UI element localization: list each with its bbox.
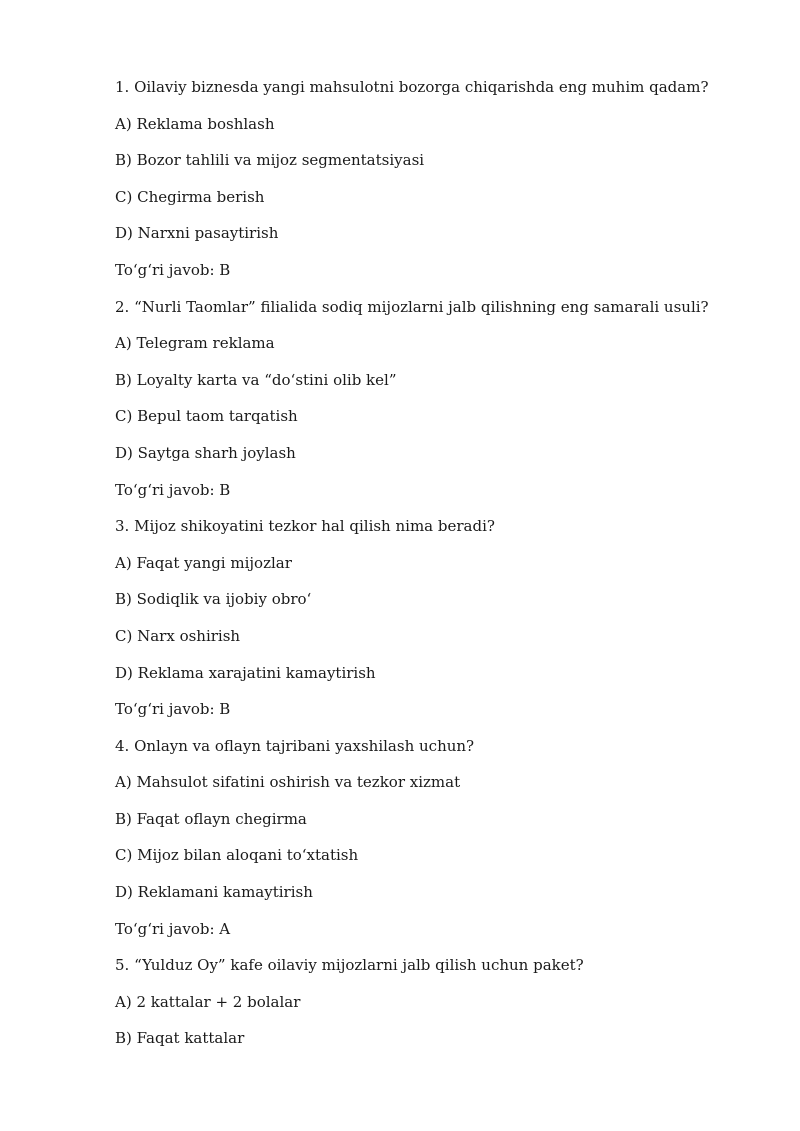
option-b: B) Sodiqlik va ijobiy obro‘ [115, 590, 312, 609]
question-text: 3. Mijoz shikoyatini tezkor hal qilish nima beradi? [115, 517, 495, 536]
option-a: A) 2 kattalar + 2 bolalar [115, 992, 301, 1011]
option-b: B) Faqat oflayn chegirma [115, 809, 307, 828]
correct-answer: To‘g‘ri javob: B [115, 700, 231, 719]
quiz-content [115, 76, 735, 1064]
question-text: 4. Onlayn va oflayn tajribani yaxshilash uchun? [115, 736, 475, 755]
option-d: D) Narxni pasaytirish [115, 224, 279, 243]
option-c: C) Bepul taom tarqatish [115, 407, 298, 426]
correct-answer: To‘g‘ri javob: A [115, 919, 231, 938]
option-b: B) Loyalty karta va “do‘stini olib kel” [115, 370, 397, 389]
option-a: A) Faqat yangi mijozlar [115, 553, 292, 572]
option-c: C) Narx oshirish [115, 626, 241, 645]
option-d: D) Reklamani kamaytirish [115, 883, 313, 902]
correct-answer: To‘g‘ri javob: B [115, 260, 231, 279]
question-text: 2. “Nurli Taomlar” filialida sodiq mijozlarni jalb qilishning eng samarali usuli? [115, 297, 709, 316]
option-a: A) Mahsulot sifatini oshirish va tezkor xizmat [115, 773, 461, 792]
option-d: D) Saytga sharh joylash [115, 443, 296, 462]
option-a: A) Reklama boshlash [115, 114, 275, 133]
option-b: B) Faqat kattalar [115, 1029, 245, 1048]
correct-answer: To‘g‘ri javob: B [115, 480, 231, 499]
question-text: 5. “Yulduz Oy” kafe oilaviy mijozlarni jalb qilish uchun paket? [115, 956, 584, 975]
question-text: 1. Oilaviy biznesda yangi mahsulotni bozorga chiqarishda eng muhim qadam? [115, 78, 709, 96]
option-c: C) Chegirma berish [115, 187, 265, 206]
option-a: A) Telegram reklama [115, 334, 275, 353]
option-b: B) Bozor tahlili va mijoz segmentatsiyasi [115, 151, 425, 170]
option-d: D) Reklama xarajatini kamaytirish [115, 663, 376, 682]
option-c: C) Mijoz bilan aloqani to‘xtatish [115, 846, 359, 865]
